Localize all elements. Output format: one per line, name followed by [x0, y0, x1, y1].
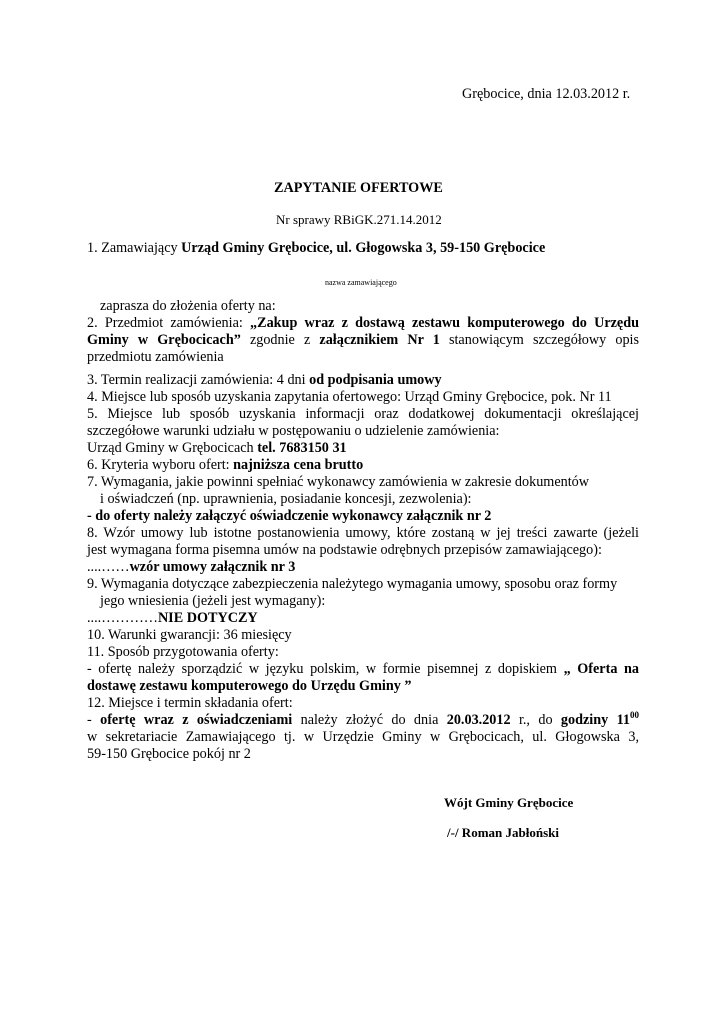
p11-line3: dostawę zestawu komputerowego do Urzędu Gminy ”: [87, 678, 412, 694]
place-date: Grębocice, dnia 12.03.2012 r.: [462, 86, 631, 102]
p2-line3: przedmiotu zamówienia: [87, 349, 224, 365]
p5-line2: szczegółowe warunki udziału w postępowaniu o udzielenie zamówienia:: [87, 423, 500, 439]
invite-text: zaprasza do złożenia oferty na:: [100, 298, 276, 314]
p11-line2: - ofertę należy sporządzić w języku polskim, w formie pisemnej z dopiskiem „ Oferta na: [87, 661, 639, 677]
phone-number: tel. 7683150 31: [257, 440, 347, 456]
contracting-caption: nazwa zamawiającego: [325, 278, 397, 287]
p3: 3. Termin realizacji zamówienia: 4 dni od podpisania umowy: [87, 372, 442, 388]
p9-line3: ....…………NIE DOTYCZY: [87, 610, 258, 626]
p12-line2: - ofertę wraz z oświadczeniami należy złożyć do dnia 20.03.2012 r., do godziny $11^{00}$: [87, 710, 639, 728]
page-title: ZAPYTANIE OFERTOWE: [274, 180, 443, 196]
p5-line3: Urząd Gminy w Grębocicach tel. 7683150 31: [87, 440, 347, 456]
p2-line1: 2. Przedmiot zamówienia: „Zakup wraz z dostawą zestawu komputerowego do Urzędu: [87, 315, 639, 331]
p11-line1: 11. Sposób przygotowania oferty:: [87, 644, 279, 660]
case-number: Nr sprawy RBiGK.271.14.2012: [276, 212, 442, 227]
contracting-name: Urząd Gminy Grębocice, ul. Głogowska 3, 59-150 Grębocice: [181, 240, 546, 256]
p7-line2: i oświadczeń (np. uprawnienia, posiadanie koncesji, zezwolenia):: [100, 491, 472, 507]
p7-line3: - do oferty należy załączyć oświadczenie wykonawcy załącznik nr 2: [87, 508, 492, 524]
contracting-party: 1. Zamawiający Urząd Gminy Grębocice, ul. Głogowska 3, 59-150 Grębocice: [87, 240, 546, 256]
signature-name: /-/ Roman Jabłoński: [447, 825, 559, 840]
p7-line1: 7. Wymagania, jakie powinni spełniać wykonawcy zamówienia w zakresie dokumentów: [87, 474, 589, 490]
p6: 6. Kryteria wyboru ofert: najniższa cena brutto: [87, 457, 364, 473]
p8-line1: 8. Wzór umowy lub istotne postanowienia umowy, które zostaną w jej treści zawarte (jeżeli: [87, 525, 639, 541]
p12-line3: w sekretariacie Zamawiającego tj. w Urzędzie Gminy w Grębocicach, ul. Głogowska 3,: [87, 729, 639, 745]
p4: 4. Miejsce lub sposób uzyskania zapytania ofertowego: Urząd Gminy Grębocice, pok. Nr 11: [87, 389, 612, 405]
signature-title: Wójt Gminy Grębocice: [444, 795, 574, 810]
p12-line4: 59-150 Grębocice pokój nr 2: [87, 746, 251, 762]
p12-line1: 12. Miejsce i termin składania ofert:: [87, 695, 293, 711]
p8-line2: jest wymagana forma pisemna umów na podstawie odrębnych przepisów zamawiającego):: [87, 542, 602, 558]
p9-line1: 9. Wymagania dotyczące zabezpieczenia należytego wymagania umowy, sposobu oraz formy: [87, 576, 618, 592]
p10: 10. Warunki gwarancji: 36 miesięcy: [87, 627, 292, 643]
p8-line3: ....……wzór umowy załącznik nr 3: [87, 559, 296, 575]
p5-line1: 5. Miejsce lub sposób uzyskania informacji oraz dodatkowej dokumentacji określającej: [87, 406, 639, 422]
p9-line2: jego wniesienia (jeżeli jest wymagany):: [100, 593, 326, 609]
p2-line2: Gminy w Grębocicach” zgodnie z załącznikiem Nr 1 stanowiącym szczegółowy opis: [87, 332, 639, 348]
